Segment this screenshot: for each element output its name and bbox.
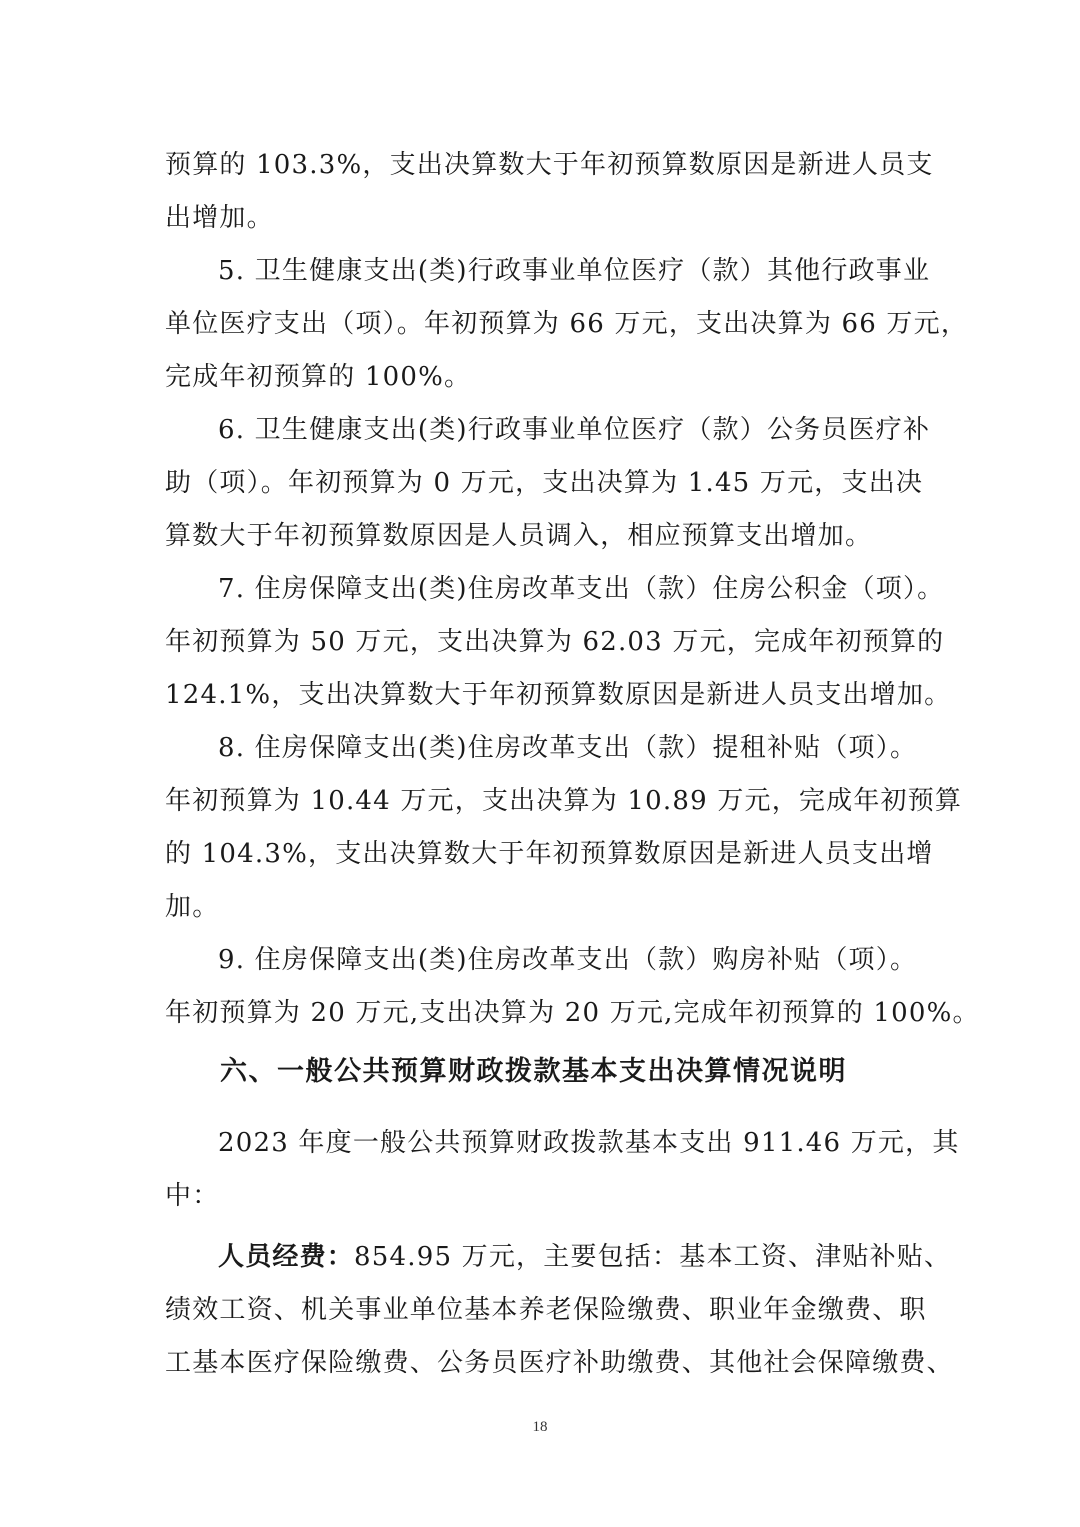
text-line: 年初预算为 20 万元,支出决算为 20 万元,完成年初预算的 100%。: [165, 998, 980, 1028]
personnel-rest: 854.95 万元，主要包括：基本工资、津贴补贴、: [354, 1242, 952, 1272]
text-line: 助（项）。年初预算为 0 万元，支出决算为 1.45 万元，支出决: [165, 468, 924, 498]
summary-line: 中：: [165, 1181, 220, 1211]
text-line: 8. 住房保障支出(类)住房改革支出（款）提租补贴（项）。: [218, 733, 918, 763]
text-line: 加。: [165, 892, 220, 922]
text-line: 绩效工资、机关事业单位基本养老保险缴费、职业年金缴费、职: [165, 1295, 927, 1325]
text-line: 出增加。: [165, 203, 274, 233]
text-line: 9. 住房保障支出(类)住房改革支出（款）购房补贴（项）。: [218, 945, 918, 975]
text-line: 124.1%，支出决算数大于年初预算数原因是新进人员支出增加。: [165, 680, 952, 710]
section-heading: 六、一般公共预算财政拨款基本支出决算情况说明: [220, 1056, 847, 1087]
page-number: 18: [532, 1419, 548, 1435]
personnel-paragraph-start: [218, 1240, 952, 1274]
text-line: 年初预算为 50 万元，支出决算为 62.03 万元，完成年初预算的: [165, 627, 945, 657]
text-line: 的 104.3%，支出决算数大于年初预算数原因是新进人员支出增: [165, 839, 934, 869]
text-line: 7. 住房保障支出(类)住房改革支出（款）住房公积金（项）。: [218, 574, 945, 604]
text-line: 完成年初预算的 100%。: [165, 362, 472, 392]
personnel-lead: 人员经费：: [218, 1242, 355, 1272]
text-line: 算数大于年初预算数原因是人员调入，相应预算支出增加。: [165, 521, 873, 551]
text-line: 5. 卫生健康支出(类)行政事业单位医疗（款）其他行政事业: [218, 256, 931, 286]
text-line: 年初预算为 10.44 万元，支出决算为 10.89 万元，完成年初预算: [165, 786, 963, 816]
text-line: 预算的 103.3%，支出决算数大于年初预算数原因是新进人员支: [165, 150, 934, 180]
text-line: 6. 卫生健康支出(类)行政事业单位医疗（款）公务员医疗补: [218, 415, 931, 445]
text-line: 工基本医疗保险缴费、公务员医疗补助缴费、其他社会保障缴费、: [165, 1348, 954, 1378]
summary-line: 2023 年度一般公共预算财政拨款基本支出 911.46 万元，其: [218, 1128, 960, 1158]
text-line: 单位医疗支出（项）。年初预算为 66 万元，支出决算为 66 万元，: [165, 309, 969, 339]
